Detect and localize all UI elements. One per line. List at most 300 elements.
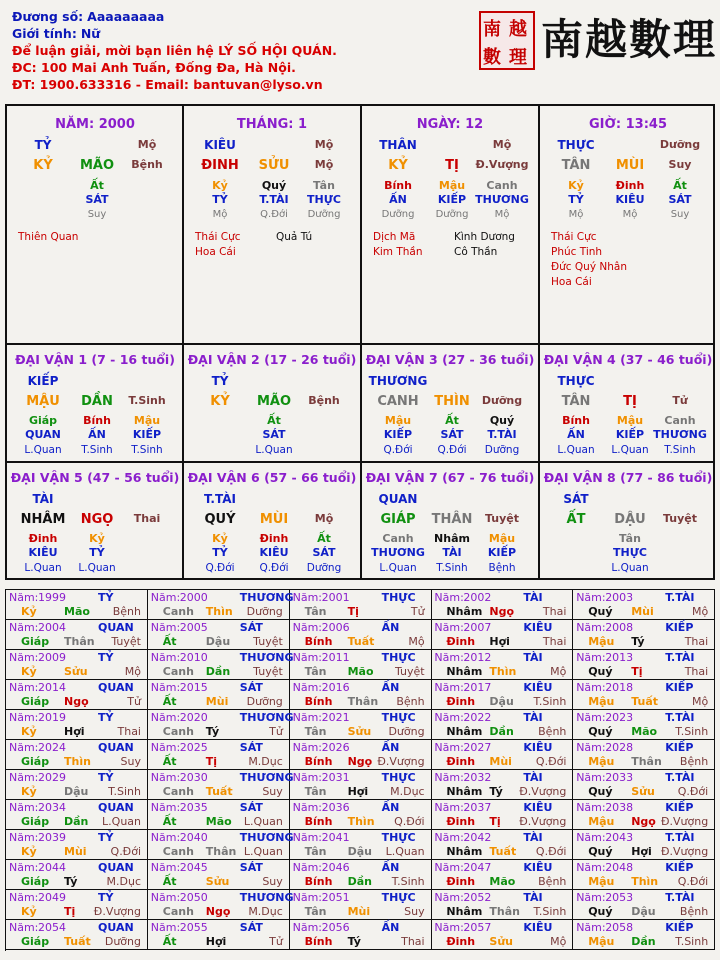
- year-label: Năm:: [434, 891, 464, 904]
- pillar-ten-god: THỰC: [557, 138, 595, 152]
- year-branch: Mão: [347, 665, 374, 678]
- year-branch: Hợi: [631, 845, 652, 858]
- year-ten-god: THƯƠNG: [239, 891, 294, 904]
- pillar-stage: Dưỡng: [659, 138, 701, 151]
- star-name: Kim Thần: [373, 246, 423, 258]
- year-label: Năm:: [292, 741, 322, 754]
- year-branch: Thân: [631, 755, 662, 768]
- year-number: 2020: [179, 711, 208, 724]
- name-value: Aaaaaaaaa: [87, 9, 165, 24]
- year-number: 2057: [463, 921, 492, 934]
- hidden-ten-god: KIÊU: [615, 193, 645, 206]
- pillar-branch: MÃO: [79, 158, 115, 173]
- year-cell: [290, 710, 432, 740]
- year-cell: [573, 830, 715, 860]
- hidden-stage: Suy: [670, 209, 690, 220]
- year-ten-god: QUAN: [98, 741, 134, 754]
- hidden-ten-god: KIÊU: [28, 546, 58, 559]
- year-stage: Q.Đới: [535, 755, 567, 768]
- dai-van-stage: Tử: [672, 394, 688, 407]
- year-stage: Q.Đới: [677, 785, 709, 798]
- year-stem: Mậu: [588, 815, 615, 828]
- year-stem: Nhâm: [446, 845, 483, 858]
- hidden-ten-god: KIẾP: [132, 428, 162, 441]
- year-ten-god: TÀI: [523, 831, 543, 844]
- year-label: Năm:: [9, 891, 39, 904]
- year-stem: Canh: [162, 785, 194, 798]
- dai-van-branch: DẬU: [614, 512, 646, 527]
- year-branch: Tị: [205, 755, 218, 768]
- star-name: Dịch Mã: [373, 231, 416, 243]
- year-number: 2004: [38, 621, 66, 634]
- dai-van-ten-god: SÁT: [563, 492, 589, 506]
- year-branch: Thìn: [347, 815, 375, 828]
- year-stem: Canh: [162, 725, 194, 738]
- year-branch: Dậu: [631, 905, 656, 918]
- hidden-stem: Mậu: [616, 414, 644, 427]
- hidden-stem: Ất: [445, 414, 459, 427]
- year-cell: [6, 890, 148, 920]
- year-cell: [573, 710, 715, 740]
- year-branch: Mão: [489, 875, 516, 888]
- year-ten-god: TỶ: [98, 771, 114, 784]
- year-stage: M.Dục: [248, 905, 283, 918]
- year-branch: Sửu: [205, 875, 230, 888]
- year-stage: Thai: [401, 935, 425, 948]
- year-label: Năm:: [576, 771, 606, 784]
- year-branch: Hợi: [347, 785, 369, 798]
- year-ten-god: THỰC: [381, 831, 416, 844]
- year-number: 2019: [38, 711, 66, 724]
- pillar-stage: Mộ: [314, 158, 334, 171]
- hidden-stage: Mộ: [568, 209, 584, 220]
- year-ten-god: KIẾP: [665, 741, 694, 754]
- year-ten-god: TỶ: [98, 831, 114, 844]
- dai-van-ten-god: TỶ: [211, 374, 229, 388]
- year-ten-god: SÁT: [239, 681, 263, 694]
- year-branch: Mùi: [631, 605, 654, 618]
- year-number: 2034: [38, 801, 66, 814]
- year-stage: T.Sinh: [533, 905, 567, 918]
- year-cell: [148, 650, 294, 680]
- year-ten-god: TÀI: [523, 771, 543, 784]
- dai-van-branch: MÙI: [259, 512, 289, 527]
- seal-stamp: [479, 11, 535, 70]
- year-stage: Suy: [120, 755, 141, 768]
- year-label: Năm:: [434, 771, 464, 784]
- contact-line-1: Để luận giải, mời bạn liên hệ LÝ SỐ HỘI QUÁN.: [12, 43, 337, 58]
- year-ten-god: SÁT: [239, 741, 263, 754]
- year-stem: Quý: [588, 665, 613, 678]
- year-stem: Tân: [304, 785, 327, 798]
- year-branch: Hợi: [489, 635, 510, 648]
- year-stem: Quý: [588, 845, 613, 858]
- year-stage: M.Dục: [390, 785, 425, 798]
- dai-van-cell: [184, 345, 359, 461]
- year-label: Năm:: [434, 621, 464, 634]
- year-label: Năm:: [292, 831, 322, 844]
- year-stage: Đ.Vượng: [519, 785, 567, 798]
- pillar-title: GIỜ: 13:45: [589, 117, 667, 132]
- year-label: Năm:: [9, 741, 39, 754]
- year-branch: Tuất: [205, 785, 233, 798]
- year-branch: Dậu: [347, 845, 372, 858]
- dai-van-ten-god: THƯƠNG: [368, 374, 428, 388]
- year-label: Năm:: [434, 861, 464, 874]
- hidden-stem: Kỷ: [212, 532, 228, 545]
- dai-van-title: ĐẠI VẬN 2 (17 - 26 tuổi): [187, 352, 357, 367]
- dai-van-branch: NGỌ: [80, 512, 114, 527]
- year-number: 2041: [321, 831, 350, 844]
- year-stem: Quý: [588, 605, 613, 618]
- year-ten-god: QUAN: [98, 861, 134, 874]
- year-label: Năm:: [434, 651, 464, 664]
- year-number: 2056: [321, 921, 350, 934]
- dai-van-stem: ẤT: [566, 512, 586, 527]
- pillar-branch: SỬU: [258, 158, 290, 173]
- year-stage: Bệnh: [396, 695, 425, 708]
- year-branch: Tý: [205, 725, 220, 738]
- year-stage: L.Quan: [243, 845, 283, 858]
- year-ten-god: QUAN: [98, 921, 134, 934]
- hidden-stage: Q.Đới: [383, 444, 413, 456]
- year-branch: Dậu: [489, 695, 514, 708]
- dai-van-cell: [362, 463, 537, 579]
- year-cell: [148, 590, 294, 620]
- hidden-stem: Kỷ: [568, 179, 584, 192]
- hidden-stem: Canh: [486, 179, 518, 192]
- dai-van-stem: NHÂM: [20, 512, 66, 527]
- hidden-ten-god: T.TÀI: [259, 193, 289, 206]
- year-label: Năm:: [576, 801, 606, 814]
- hidden-stage: T.Sinh: [81, 444, 113, 456]
- dai-van-branch: DẦN: [81, 394, 113, 409]
- year-cell: [6, 740, 148, 770]
- year-stage: Mộ: [408, 635, 425, 648]
- dai-van-title: ĐẠI VẬN 4 (37 - 46 tuổi): [543, 352, 713, 367]
- year-label: Năm:: [434, 711, 464, 724]
- year-label: Năm:: [434, 681, 464, 694]
- pillar-title: NGÀY: 12: [416, 117, 484, 132]
- year-cell: [573, 680, 715, 710]
- year-ten-god: KIÊU: [523, 681, 553, 694]
- year-ten-god: KIÊU: [523, 861, 553, 874]
- year-cell: [431, 830, 573, 860]
- year-branch: Tuất: [489, 845, 517, 858]
- year-number: 2032: [463, 771, 492, 784]
- year-branch: Tý: [631, 635, 645, 648]
- seal-char: 理: [509, 47, 527, 68]
- year-label: Năm:: [576, 831, 606, 844]
- hidden-stem: Canh: [382, 532, 414, 545]
- year-stem: Giáp: [21, 815, 50, 828]
- star-name: Hoa Cái: [195, 246, 236, 258]
- year-cell: [573, 890, 715, 920]
- year-ten-god: TÀI: [523, 591, 543, 604]
- dai-van-title: ĐẠI VẬN 3 (27 - 36 tuổi): [365, 352, 535, 367]
- dai-van-cell: [184, 463, 359, 579]
- dai-van-ten-god: T.TÀI: [204, 492, 236, 506]
- year-label: Năm:: [9, 621, 39, 634]
- year-stem: Tân: [304, 905, 327, 918]
- year-branch: Tý: [489, 785, 503, 798]
- year-label: Năm:: [150, 891, 181, 904]
- year-number: 2049: [38, 891, 66, 904]
- year-number: 2040: [179, 831, 208, 844]
- year-number: 2022: [463, 711, 492, 724]
- year-stem: Đinh: [446, 935, 476, 948]
- year-branch: Tuất: [631, 695, 658, 708]
- year-label: Năm:: [434, 801, 464, 814]
- year-ten-god: KIÊU: [523, 921, 553, 934]
- year-number: 2048: [605, 861, 634, 874]
- hidden-stage: Q.Đới: [260, 209, 288, 220]
- year-stage: Thai: [542, 605, 567, 618]
- year-number: 2015: [179, 681, 208, 694]
- year-stage: Suy: [262, 785, 283, 798]
- year-stage: Dưỡng: [246, 605, 283, 618]
- year-stem: Bính: [304, 635, 333, 648]
- hidden-ten-god: ẤN: [88, 428, 106, 441]
- year-stage: Tuyệt: [111, 635, 141, 648]
- year-cell: [431, 650, 573, 680]
- hidden-stem: Ất: [267, 414, 281, 427]
- pillar-ten-god: THÂN: [379, 138, 417, 152]
- year-number: 2053: [605, 891, 634, 904]
- year-cell: [431, 800, 573, 830]
- year-stem: Mậu: [588, 935, 615, 948]
- dai-van-stage: Thai: [133, 512, 161, 525]
- year-cell: [6, 830, 148, 860]
- year-stage: Tử: [269, 725, 283, 738]
- year-ten-god: ẤN: [381, 921, 400, 934]
- year-number: 1999: [38, 591, 66, 604]
- pillar-branch: MÙI: [615, 158, 645, 173]
- dai-van-branch: MÃO: [256, 394, 292, 409]
- year-number: 2030: [179, 771, 208, 784]
- year-branch: Ngọ: [64, 695, 89, 708]
- year-label: Năm:: [434, 741, 464, 754]
- pillar-stem: KỶ: [388, 158, 408, 173]
- year-number: 2054: [38, 921, 66, 934]
- hidden-stem: Bính: [384, 179, 412, 192]
- year-cell: [148, 830, 294, 860]
- year-stage: L.Quan: [243, 815, 283, 828]
- hidden-ten-god: THỰC: [307, 193, 341, 206]
- year-stage: Tử: [127, 695, 141, 708]
- year-branch: Sửu: [64, 665, 88, 678]
- year-ten-god: ẤN: [381, 621, 400, 634]
- hidden-stage: Mộ: [622, 209, 638, 220]
- year-stage: Dưỡng: [246, 695, 283, 708]
- year-stage: Đ.Vượng: [660, 815, 709, 828]
- year-number: 2051: [321, 891, 350, 904]
- year-label: Năm:: [150, 861, 181, 874]
- year-label: Năm:: [292, 711, 322, 724]
- hidden-stage: L.Quan: [255, 444, 293, 456]
- year-number: 2036: [321, 801, 350, 814]
- year-label: Năm:: [576, 891, 606, 904]
- year-stage: Thai: [542, 635, 567, 648]
- year-label: Năm:: [576, 621, 606, 634]
- year-number: 2046: [321, 861, 350, 874]
- year-ten-god: SÁT: [239, 621, 263, 634]
- year-branch: Dần: [489, 725, 514, 738]
- pillar-stage: Mộ: [492, 138, 512, 151]
- hidden-stage: L.Quan: [611, 562, 649, 574]
- star-name: Kình Dương: [454, 231, 515, 243]
- year-number: 2026: [321, 741, 350, 754]
- hidden-stage: L.Quan: [557, 444, 595, 456]
- hidden-ten-god: KIẾP: [383, 428, 413, 441]
- year-label: Năm:: [292, 651, 322, 664]
- year-cell: [290, 620, 432, 650]
- year-ten-god: SÁT: [239, 921, 263, 934]
- year-label: Năm:: [9, 801, 39, 814]
- year-cell: [290, 740, 432, 770]
- year-ten-god: TỶ: [98, 711, 114, 724]
- year-branch: Sửu: [347, 725, 372, 738]
- year-ten-god: THƯƠNG: [239, 651, 294, 664]
- year-cell: [6, 860, 148, 890]
- year-branch: Mùi: [347, 905, 371, 918]
- year-stem: Nhâm: [446, 605, 483, 618]
- year-number: 2055: [179, 921, 208, 934]
- year-stem: Tân: [304, 605, 327, 618]
- year-stem: Đinh: [446, 635, 476, 648]
- year-label: Năm:: [292, 771, 322, 784]
- year-stem: Mậu: [588, 635, 615, 648]
- hidden-stem: Ất: [317, 532, 331, 545]
- year-stem: Ất: [162, 695, 177, 708]
- year-stage: Mộ: [550, 935, 567, 948]
- year-label: Năm:: [434, 591, 464, 604]
- pillar-cell: [7, 106, 182, 342]
- year-branch: Ngọ: [347, 755, 373, 768]
- year-branch: Tị: [631, 665, 643, 678]
- year-branch: Dần: [64, 815, 89, 828]
- dai-van-title: ĐẠI VẬN 5 (47 - 56 tuổi): [10, 470, 180, 485]
- year-cell: [290, 860, 432, 890]
- year-cell: [431, 710, 573, 740]
- year-cell: [6, 800, 148, 830]
- year-ten-god: KIÊU: [523, 621, 553, 634]
- year-number: 2018: [605, 681, 634, 694]
- year-label: Năm:: [576, 681, 606, 694]
- hidden-ten-god: THƯƠNG: [653, 428, 707, 441]
- year-branch: Dậu: [205, 635, 231, 648]
- year-number: 2038: [605, 801, 634, 814]
- year-ten-god: THƯƠNG: [239, 591, 294, 604]
- hidden-stem: Đinh: [259, 532, 289, 545]
- year-label: Năm:: [576, 921, 606, 934]
- year-cell: [431, 920, 573, 950]
- year-stem: Kỷ: [21, 785, 37, 798]
- year-label: Năm:: [576, 591, 606, 604]
- star-name: Phúc Tinh: [551, 246, 603, 258]
- hidden-ten-god: TỶ: [212, 193, 228, 206]
- hidden-stem: Ất: [673, 179, 687, 192]
- year-cell: [6, 590, 148, 620]
- year-stem: Ất: [162, 875, 177, 888]
- year-number: 2001: [321, 591, 350, 604]
- year-stem: Nhâm: [446, 785, 483, 798]
- star-name: Thái Cực: [551, 231, 597, 243]
- year-number: 2017: [463, 681, 492, 694]
- year-label: Năm:: [292, 681, 322, 694]
- dai-van-cell: [7, 463, 182, 579]
- year-number: 2047: [463, 861, 492, 874]
- star-name: Quả Tú: [276, 231, 313, 243]
- year-stem: Quý: [588, 785, 613, 798]
- year-cell: [573, 920, 715, 950]
- year-branch: Thân: [489, 905, 520, 918]
- pillar-branch: TỊ: [445, 158, 459, 173]
- year-label: Năm:: [150, 711, 181, 724]
- year-cell: [290, 590, 432, 620]
- year-label: Năm:: [9, 681, 39, 694]
- year-number: 2016: [321, 681, 350, 694]
- year-ten-god: THƯƠNG: [239, 831, 294, 844]
- year-stem: Kỷ: [21, 905, 37, 918]
- year-cell: [6, 650, 148, 680]
- dai-van-stage: Mộ: [314, 512, 334, 525]
- dai-van-branch: THÂN: [431, 512, 473, 527]
- year-stage: Thai: [684, 635, 709, 648]
- year-label: Năm:: [9, 831, 39, 844]
- year-ten-god: ẤN: [381, 801, 400, 814]
- hidden-stem: Đinh: [28, 532, 58, 545]
- hidden-stage: T.Sinh: [664, 444, 696, 456]
- year-label: Năm:: [292, 801, 322, 814]
- year-branch: Mão: [205, 815, 232, 828]
- star-name: Đức Quý Nhân: [551, 261, 627, 273]
- year-stage: Tuyệt: [253, 665, 283, 678]
- hidden-stage: T.Sinh: [131, 444, 163, 456]
- year-cell: [290, 920, 432, 950]
- year-stem: Bính: [304, 755, 333, 768]
- year-branch: Mão: [631, 725, 658, 738]
- year-number: 2033: [605, 771, 634, 784]
- year-stage: Q.Đới: [110, 845, 141, 858]
- year-stage: Tuyệt: [394, 665, 425, 678]
- year-label: Năm:: [292, 861, 322, 874]
- dai-van-title: ĐẠI VẬN 8 (77 - 86 tuổi): [543, 470, 713, 485]
- pillar-stage: Suy: [668, 158, 692, 171]
- hidden-stem: Mậu: [133, 414, 161, 427]
- hidden-stem: Ất: [90, 179, 104, 192]
- pillar-title: THÁNG: 1: [236, 117, 308, 132]
- year-ten-god: T.TÀI: [665, 891, 695, 904]
- year-cell: [6, 620, 148, 650]
- year-stem: Canh: [162, 665, 194, 678]
- year-stage: Q.Đới: [535, 845, 567, 858]
- hidden-stage: Dưỡng: [306, 562, 342, 574]
- year-ten-god: THỰC: [381, 591, 416, 604]
- year-stem: Đinh: [446, 695, 476, 708]
- hidden-stem: Nhâm: [434, 532, 470, 545]
- year-stem: Giáp: [21, 755, 50, 768]
- year-stage: Bệnh: [679, 905, 709, 918]
- hidden-stage: Mộ: [494, 209, 510, 220]
- year-branch: Dậu: [64, 785, 89, 798]
- year-branch: Mùi: [205, 695, 229, 708]
- year-branch: Ngọ: [205, 905, 231, 918]
- year-cell: [573, 770, 715, 800]
- star-name: Thái Cực: [195, 231, 241, 243]
- year-cell: [290, 890, 432, 920]
- year-stem: Bính: [304, 815, 333, 828]
